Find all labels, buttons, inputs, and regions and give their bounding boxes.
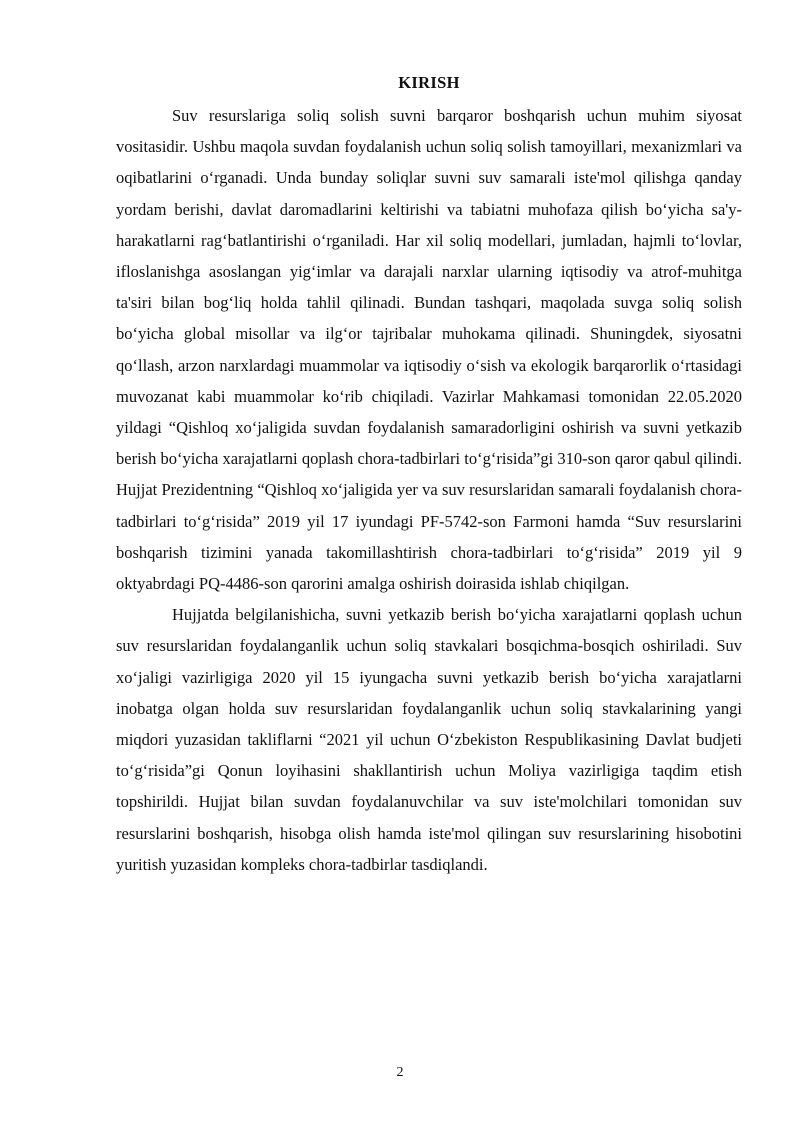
body-paragraph-1: Suv resurslariga soliq solish suvni barqaror boshqarish uchun muhim siyosat vositasidir. Ushbu maqola suvdan foydalanish uchun soliq solish tamoyillari, mexanizmlari va oqibatlarini o‘rganadi. Unda bunday soliqlar suvni suv samarali iste'mol qilishga qanday yordam berishi, davlat daromadlarini keltirishi va tabiatni muhofaza qilish bo‘yicha sa'y-harakatlarni rag‘batlantirishi o‘rganiladi. Har xil soliq modellari, jumladan, hajmli to‘lovlar, ifloslanishga asoslangan yig‘imlar va darajali narxlar ularning iqtisodiy va atrof-muhitga ta'siri bilan bog‘liq holda tahlil qilinadi. Bundan tashqari, maqolada suvga soliq solish bo‘yicha global misollar va ilg‘or tajribalar muhokama qilinadi. Shuningdek, siyosatni qo‘llash, arzon narxlardagi muammolar va iqtisodiy o‘sish va ekologik barqarorlik o‘rtasidagi muvozanat kabi muammolar ko‘rib chiqiladi. Vazirlar Mahkamasi tomonidan 22.05.2020 yildagi “Qishloq xo‘jaligida suvdan foydalanish samaradorligini oshirish va suvni yetkazib berish bo‘yicha xarajatlarni qoplash chora-tadbirlari to‘g‘risida”gi 310-son qaror qabul qilindi. Hujjat Prezidentning “Qishloq xo‘jaligida yer va suv resurslaridan samarali foydalanish chora-tadbirlari to‘g‘risida” 2019 yil 17 iyundagi PF-5742-son Farmoni hamda “Suv resurslarini boshqarish tizimini yanada takomillashtirish chora-tadbirlari to‘g‘risida” 2019 yil 9 oktyabrdagi PQ-4486-son qarorini amalga oshirish doirasida ishlab chiqilgan. [116, 106, 742, 594]
body-paragraph-2: Hujjatda belgilanishicha, suvni yetkazib berish bo‘yicha xarajatlarni qoplash uchun suv resurslaridan foydalanganlik uchun soliq stavkalari bosqichma-bosqich oshiriladi. Suv xo‘jaligi vazirligiga 2020 yil 15 iyungacha suvni yetkazib berish bo‘yicha xarajatlarni inobatga olgan holda suv resurslaridan foydalanganlik uchun soliq stavkalarining yangi miqdori yuzasidan takliflarni “2021 yil uchun O‘zbekiston Respublikasining Davlat budjeti to‘g‘risida”gi Qonun loyihasini shakllantirish uchun Moliya vazirligiga taqdim etish topshirildi. Hujjat bilan suvdan foydalanuvchilar va suv iste'molchilari tomonidan suv resurslarini boshqarish, hisobga olish hamda iste'mol qilingan suv resurslarining hisobotini yuritish yuzasidan kompleks chora-tadbirlar tasdiqlandi. [116, 605, 742, 874]
document-page [116, 72, 742, 880]
section-heading: KIRISH [398, 73, 460, 92]
page-number: 2 [396, 1065, 404, 1080]
